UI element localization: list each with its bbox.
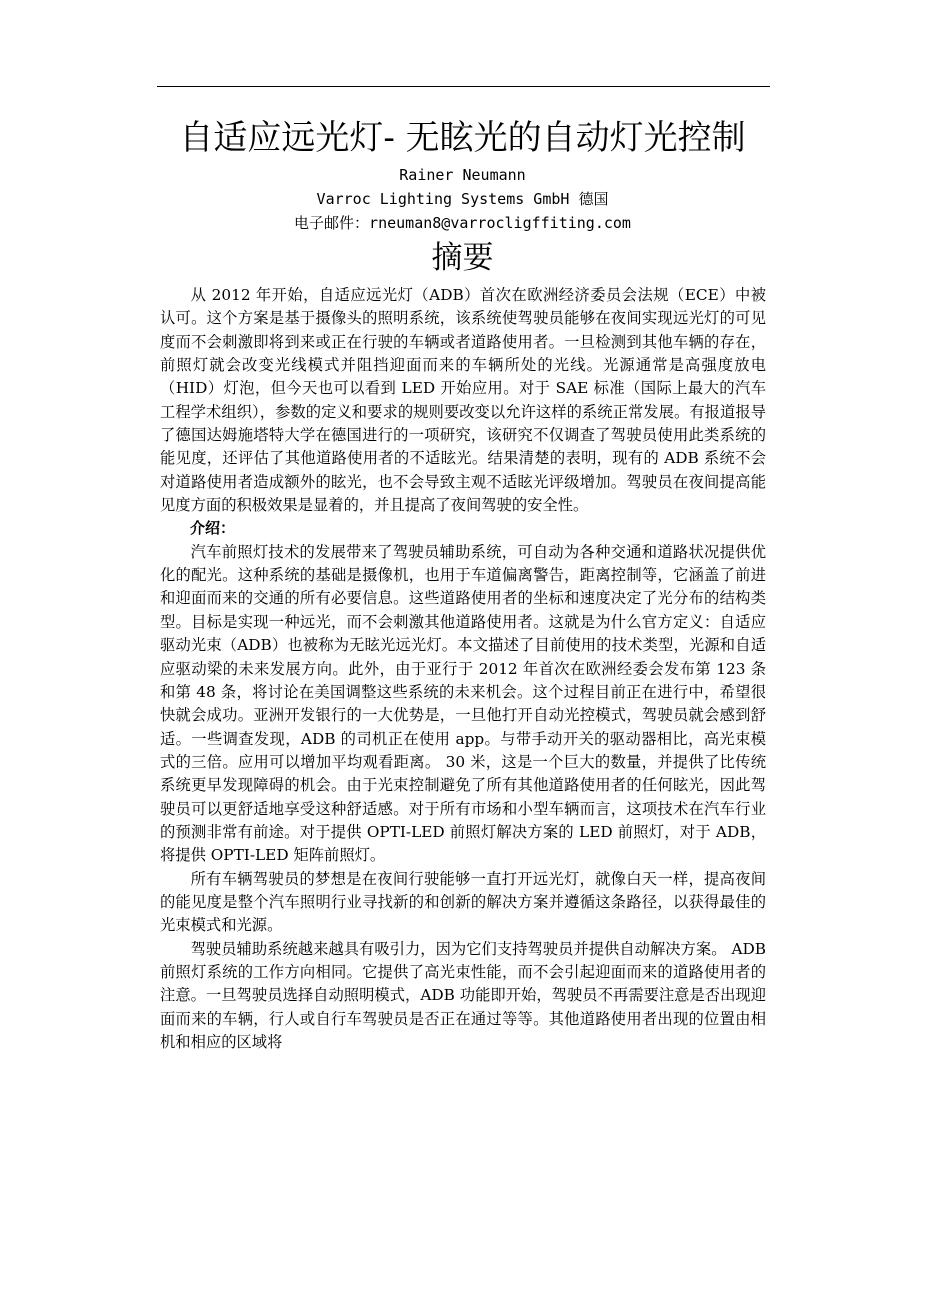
author-email: 电子邮件：rneuman8@varrocligffiting.com [294,214,631,232]
intro-paragraph-1: 汽车前照灯技术的发展带来了驾驶员辅助系统，可自动为各种交通和道路状况提供优化的配光。这种系统的基础是摄像机，也用于车道偏离警告，距离控制等，它涵盖了前进和迎面而来的交通的所有必要信息。这些道路使用者的坐标和速度决定了光分布的结构类型。目标是实现一种远光，而不会刺激其他道路使用者。这就是为什么官方定义：自适应驱动光束（ADB）也被称为无眩光远光灯。本文描述了目前使用的技术类型，光源和自适应驱动梁的未来发展方向。此外，由于亚行于 2012 年首次在欧洲经委会发布第 123 条和第 48 条，将讨论在美国调整这些系统的未来机会。这个过程目前正在进行中，希望很快就会成功。亚洲开发银行的一大优势是，一旦他打开自动光控模式，驾驶员就会感到舒适。一些调查发现，ADB 的司机正在使用 app。与带手动开关的驱动器相比，高光束模式的三倍。应用可以增加平均观看距离。 30 米，这是一个巨大的数量，并提供了比传统系统更早发现障碍的机会。由于光束控制避免了所有其他道路使用者的任何眩光，因此驾驶员可以更舒适地享受这种舒适感。对于所有市场和小型车辆而言，这项技术在汽车行业的预测非常有前途。对于提供 OPTI-LED 前照灯解决方案的 LED 前照灯，对于 ADB，将提供 OPTI-LED 矩阵前照灯。 [160,542,766,865]
header-rule [157,86,770,87]
author-affiliation: Varroc Lighting Systems GmbH 德国 [316,190,609,208]
intro-paragraph-2: 所有车辆驾驶员的梦想是在夜间行驶能够一直打开远光灯，就像白天一样，提高夜间的能见度是整个汽车照明行业寻找新的和创新的解决方案并遵循这条路径，以获得最佳的光束模式和光源。 [160,869,766,935]
body-text [160,284,766,1054]
paper-title: 自适应远光灯- 无眩光的自动灯光控制 [179,118,746,158]
introduction-heading: 介绍： [190,519,236,538]
intro-paragraph-3: 驾驶员辅助系统越来越具有吸引力，因为它们支持驾驶员并提供自动解决方案。 ADB 前照灯系统的工作方向相同。它提供了高光束性能，而不会引起迎面而来的道路使用者的注意。一旦驾驶员选择自动照明模式，ADB 功能即开始，驾驶员不再需要注意是否出现迎面而来的车辆，行人或自行车驾驶员是否正在通过等等。其他道路使用者出现的位置由相机和相应的区域将 [160,939,766,1051]
author-name: Rainer Neumann [399,166,526,184]
abstract-heading: 摘要 [431,240,494,276]
abstract-paragraph: 从 2012 年开始，自适应远光灯（ADB）首次在欧洲经济委员会法规（ECE）中被认可。这个方案是基于摄像头的照明系统，该系统使驾驶员能够在夜间实现远光灯的可见度而不会刺激即将到来或正在行驶的车辆或者道路使用者。一旦检测到其他车辆的存在，前照灯就会改变光线模式并阻挡迎面而来的车辆所处的光线。光源通常是高强度放电（HID）灯泡，但今天也可以看到 LED 开始应用。对于 SAE 标准（国际上最大的汽车工程学术组织），参数的定义和要求的规则要改变以允许这样的系统正常发展。有报道报导了德国达姆施塔特大学在德国进行的一项研究，该研究不仅调查了驾驶员使用此类系统的能见度，还评估了其他道路使用者的不适眩光。结果清楚的表明，现有的 ADB 系统不会对道路使用者造成额外的眩光，也不会导致主观不适眩光评级增加。驾驶员在夜间提高能见度方面的积极效果是显着的，并且提高了夜间驾驶的安全性。 [160,286,766,515]
